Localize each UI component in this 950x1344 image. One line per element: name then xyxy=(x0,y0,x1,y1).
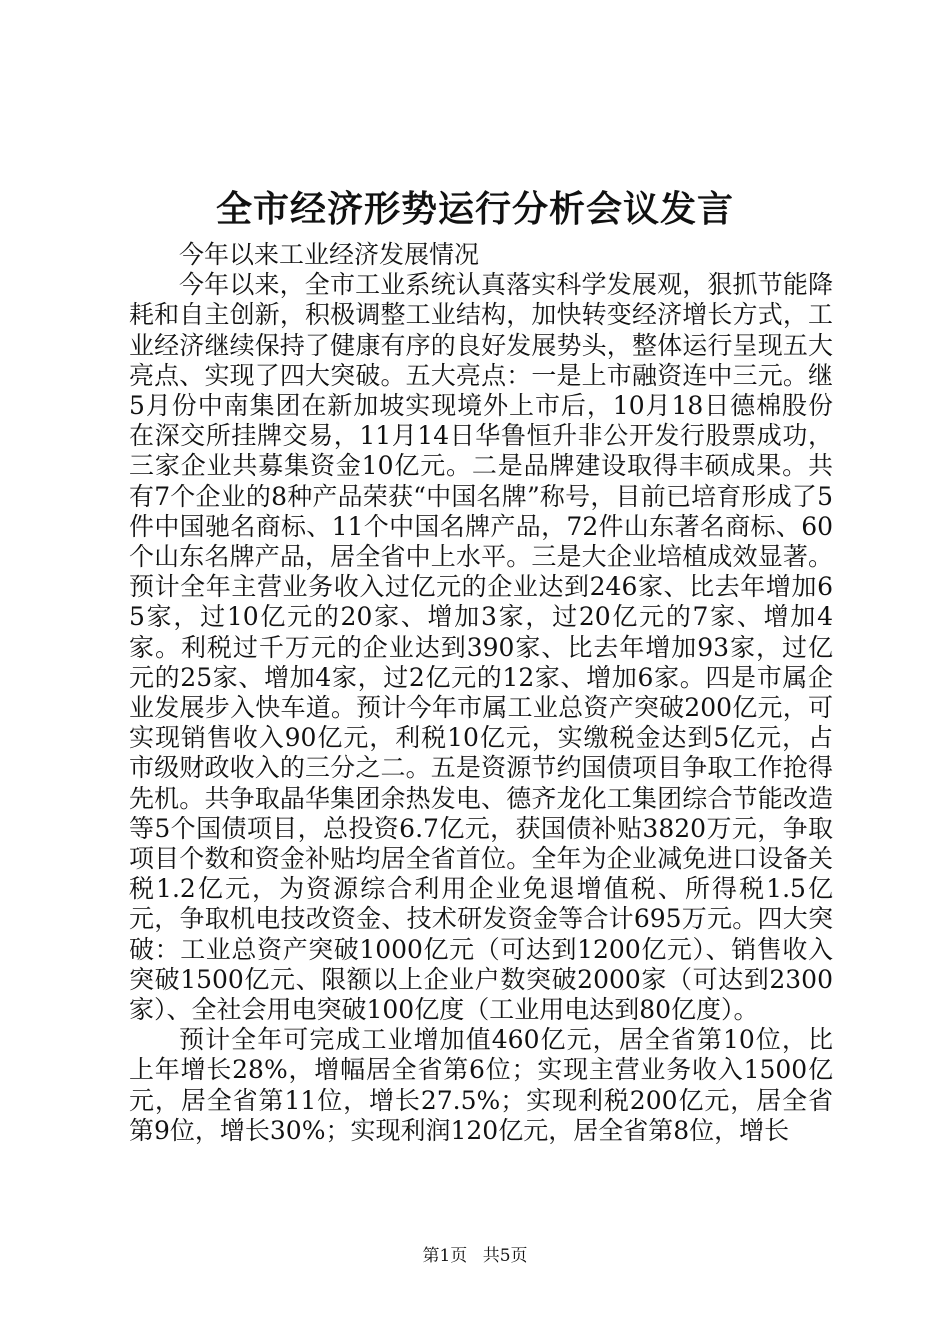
page-number-total: 共5页 xyxy=(482,1246,528,1266)
document-body xyxy=(129,240,833,1146)
section-heading: 今年以来工业经济发展情况 xyxy=(179,240,480,269)
page-footer xyxy=(0,1245,950,1267)
page-number-current: 第1页 xyxy=(422,1246,468,1266)
body-paragraph-highlights: 今年以来，全市工业系统认真落实科学发展观，狠抓节能降耗和自主创新，积极调整工业结构，加快转变经济增长方式，工业经济继续保持了健康有序的良好发展势头，整体运行呈现五大亮点、实现了四大突破。五大亮点：一是上市融资连中三元。继5月份中南集团在新加坡实现境外上市后，10月18日德棉股份在深交所挂牌交易，11月14日华鲁恒升非公开发行股票成功，三家企业共募集资金10亿元。二是品牌建设取得丰硕成果。共有7个企业的8种产品荣获“中国名牌”称号，目前已培育形成了5件中国驰名商标、11个中国名牌产品，72件山东著名商标、60个山东名牌产品，居全省中上水平。三是大企业培植成效显著。预计全年主营业务收入过亿元的企业达到246家、比去年增加65家，过10亿元的20家、增加3家，过20亿元的7家、增加4家。利税过千万元的企业达到390家、比去年增加93家，过亿元的25家、增加4家，过2亿元的12家、增加6家。四是市属企业发展步入快车道。预计今年市属工业总资产突破200亿元，可实现销售收入90亿元，利税10亿元，实缴税金达到5亿元，占市级财政收入的三分之二。五是资源节约国债项目争取工作抢得先机。共争取晶华集团余热发电、德齐龙化工集团综合节能改造等5个国债项目，总投资6.7亿元，获国债补贴3820万元，争取项目个数和资金补贴均居全省首位。全年为企业减免进口设备关税1.2亿元，为资源综合利用企业免退增值税、所得税1.5亿元，争取机电技改资金、技术研发资金等合计695万元。四大突破：工业总资产突破1000亿元（可达到1200亿元）、销售收入突破1500亿元、限额以上企业户数突破2000家（可达到2300家）、全社会用电突破100亿度（工业用电达到80亿度）。 xyxy=(129,270,833,1025)
body-paragraph-forecast: 预计全年可完成工业增加值460亿元，居全省第10位，比上年增长28%，增幅居全省第6位；实现主营业务收入1500亿元，居全省第11位，增长27.5%；实现利税200亿元，居全省第9位，增长30%；实现利润120亿元，居全省第8位，增长 xyxy=(129,1025,833,1145)
document-title: 全市经济形势运行分析会议发言 xyxy=(215,188,734,230)
